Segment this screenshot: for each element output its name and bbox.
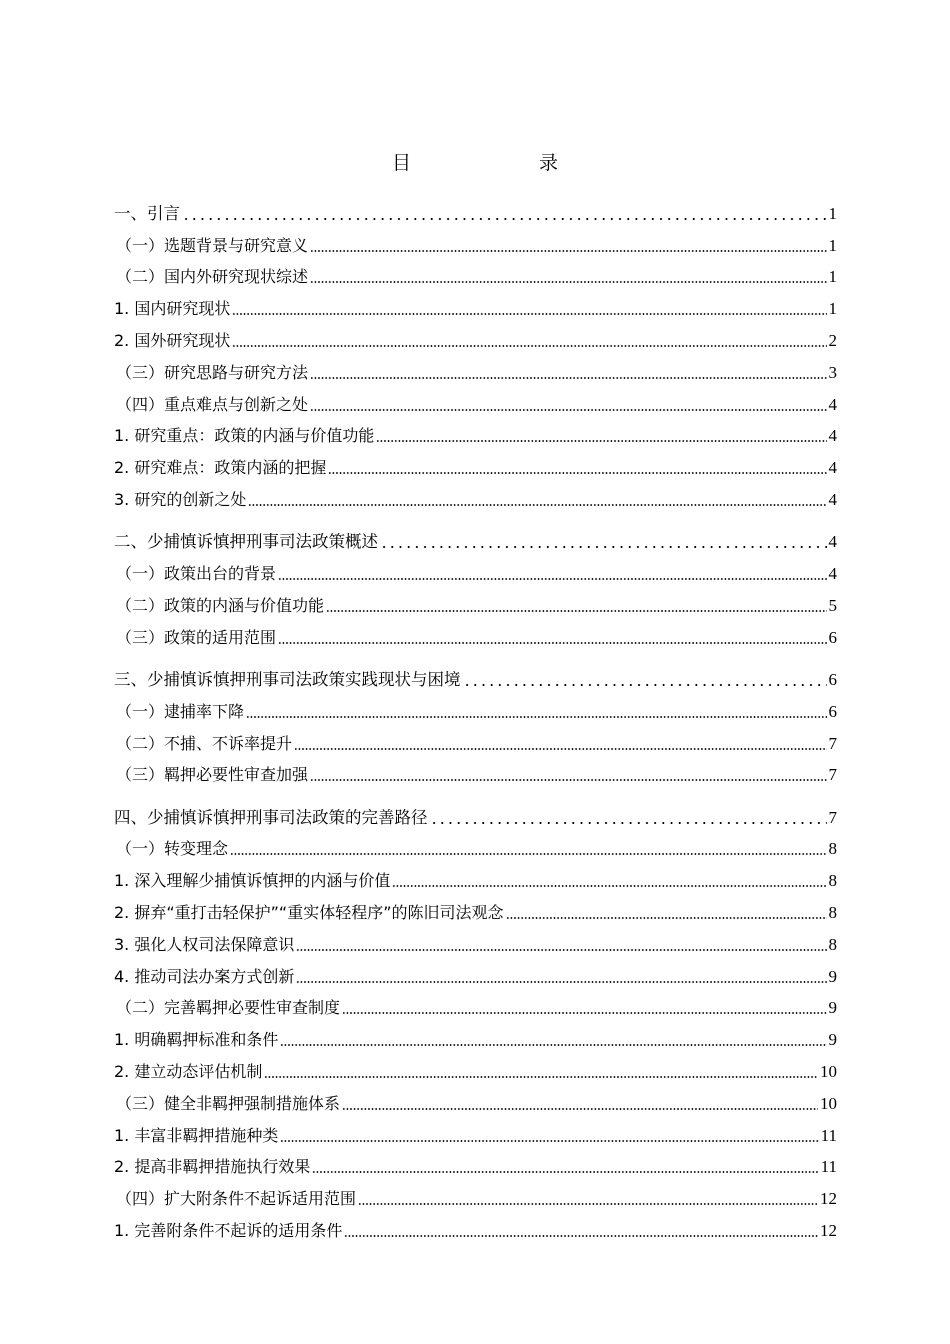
dot-leader — [342, 1012, 826, 1014]
toc-entry-page-number: 7 — [828, 807, 837, 827]
toc-entry-label: 2. 提高非羁押措施执行效果 — [114, 1157, 311, 1177]
toc-entry[interactable] — [114, 616, 837, 648]
toc-entry-page-number: 2 — [828, 330, 837, 350]
dot-leader — [296, 981, 826, 983]
toc-entry-page-number: 6 — [828, 669, 837, 689]
dot-leader — [232, 313, 826, 315]
toc-title: 目 录 — [391, 152, 588, 174]
dot-leader — [506, 917, 827, 919]
dot-leader — [310, 250, 826, 252]
toc-entry[interactable] — [114, 552, 837, 584]
toc-entry-label: 1. 深入理解少捕慎诉慎押的内涵与价值 — [114, 871, 391, 891]
toc-entry-label: 3. 研究的创新之处 — [114, 489, 247, 509]
toc-entry-label: （三）政策的适用范围 — [116, 627, 277, 647]
dot-leader — [264, 1076, 818, 1078]
toc-entry[interactable] — [114, 446, 837, 478]
toc-entry[interactable] — [114, 383, 837, 415]
toc-entry[interactable] — [114, 722, 837, 754]
dot-leader — [463, 684, 827, 686]
toc-entry-label: 2. 建立动态评估机制 — [114, 1062, 263, 1082]
toc-entry-page-number: 8 — [828, 871, 837, 891]
toc-entry[interactable] — [114, 923, 837, 955]
toc-entry-page-number: 10 — [820, 1093, 837, 1113]
toc-entry-label: 2. 研究难点：政策内涵的把握 — [114, 458, 327, 478]
dot-leader — [310, 779, 826, 781]
toc-entry-page-number: 12 — [820, 1221, 837, 1240]
toc-entry-label: 1. 明确羁押标准和条件 — [114, 1030, 279, 1050]
toc-entry-label: （三）羁押必要性审查加强 — [116, 765, 309, 785]
toc-entry-page-number: 1 — [828, 235, 837, 255]
toc-entry-label: 4. 推动司法办案方式创新 — [114, 966, 295, 986]
toc-entry-label: （三）研究思路与研究方法 — [116, 362, 309, 382]
toc-entry[interactable] — [114, 224, 837, 256]
toc-entry-page-number: 4 — [828, 426, 837, 446]
toc-entry-page-number: 5 — [828, 595, 837, 615]
dot-leader — [278, 642, 826, 644]
toc-entry[interactable] — [114, 584, 837, 616]
dot-leader — [310, 377, 826, 379]
toc-entry[interactable] — [114, 658, 837, 690]
dot-leader — [280, 1044, 826, 1046]
toc-entry[interactable] — [114, 319, 837, 351]
toc-entry-page-number: 11 — [820, 1125, 837, 1145]
toc-entry[interactable] — [114, 520, 837, 552]
dot-leader — [376, 440, 826, 442]
toc-entry-page-number: 8 — [828, 903, 837, 923]
toc-entry-label: 2. 国外研究现状 — [114, 330, 231, 350]
toc-entry-label: （一）逮捕率下降 — [116, 701, 245, 721]
toc-entry[interactable] — [114, 1209, 837, 1241]
dot-leader — [326, 610, 826, 612]
dot-leader — [182, 218, 827, 220]
dot-leader — [312, 1171, 818, 1173]
dot-leader — [296, 949, 826, 951]
dot-leader — [232, 345, 826, 347]
toc-entry-page-number: 7 — [828, 733, 837, 753]
toc-entry-label: （四）重点难点与创新之处 — [116, 394, 309, 414]
toc-entry[interactable] — [114, 1177, 837, 1209]
toc-entry[interactable] — [114, 828, 837, 860]
toc-entry[interactable] — [114, 859, 837, 891]
toc-entry-label: （二）国内外研究现状综述 — [116, 267, 309, 287]
dot-leader — [310, 281, 826, 283]
dot-leader — [246, 716, 826, 718]
dot-leader — [294, 748, 826, 750]
toc-entry-page-number: 1 — [828, 267, 837, 287]
toc-entry-label: （二）完善羁押必要性审查制度 — [116, 998, 341, 1018]
dot-leader — [230, 853, 826, 855]
toc-entry-label: 1. 完善附条件不起诉的适用条件 — [114, 1221, 343, 1240]
toc-entry-page-number: 7 — [828, 765, 837, 785]
dot-leader — [328, 472, 826, 474]
toc-entry[interactable] — [114, 796, 837, 828]
toc-entry[interactable] — [114, 754, 837, 786]
toc-entry-label: （一）选题背景与研究意义 — [116, 235, 309, 255]
toc-entry-page-number: 4 — [828, 489, 837, 509]
toc-entry[interactable] — [114, 192, 837, 224]
toc-entry[interactable] — [114, 1082, 837, 1114]
toc-entry-page-number: 6 — [828, 627, 837, 647]
toc-entry-page-number: 4 — [828, 394, 837, 414]
dot-leader — [358, 1203, 818, 1205]
toc-entry[interactable] — [114, 1146, 837, 1178]
toc-entry[interactable] — [114, 987, 837, 1019]
dot-leader — [310, 409, 826, 411]
toc-entry-label: （二）政策的内涵与价值功能 — [116, 595, 325, 615]
toc-entry-label: 四、少捕慎诉慎押刑事司法政策的完善路径 — [114, 807, 428, 827]
toc-entry-page-number: 8 — [828, 934, 837, 954]
dot-leader — [380, 546, 827, 548]
dot-leader — [280, 1140, 818, 1142]
toc-entry-label: 一、引言 — [114, 203, 180, 223]
toc-entry-page-number: 4 — [828, 564, 837, 584]
toc-entry-page-number: 8 — [828, 839, 837, 859]
toc-entry[interactable] — [114, 690, 837, 722]
toc-entry-label: （四）扩大附条件不起诉适用范围 — [116, 1189, 357, 1209]
table-of-contents — [114, 192, 837, 1241]
toc-entry-page-number: 9 — [828, 998, 837, 1018]
toc-entry-page-number: 1 — [828, 203, 837, 223]
toc-entry-label: （三）健全非羁押强制措施体系 — [116, 1093, 341, 1113]
dot-leader — [342, 1108, 818, 1110]
toc-entry[interactable] — [114, 1018, 837, 1050]
toc-entry-page-number: 4 — [828, 458, 837, 478]
toc-entry-page-number: 10 — [820, 1062, 837, 1082]
toc-entry-label: （一）政策出台的背景 — [116, 564, 277, 584]
toc-entry-label: 2. 摒弃“重打击轻保护”“重实体轻程序”的陈旧司法观念 — [114, 903, 504, 923]
dot-leader — [344, 1235, 818, 1237]
toc-entry-label: （二）不捕、不诉率提升 — [116, 733, 293, 753]
toc-entry-page-number: 3 — [828, 362, 837, 382]
dot-leader — [248, 504, 826, 506]
toc-entry-page-number: 11 — [820, 1157, 837, 1177]
toc-entry-label: 二、少捕慎诉慎押刑事司法政策概述 — [114, 532, 378, 552]
toc-entry-page-number: 4 — [828, 532, 837, 552]
toc-entry-page-number: 9 — [828, 1030, 837, 1050]
dot-leader — [392, 885, 826, 887]
toc-entry[interactable] — [114, 1050, 837, 1082]
toc-entry-label: 1. 丰富非羁押措施种类 — [114, 1125, 279, 1145]
toc-entry-page-number: 9 — [828, 966, 837, 986]
toc-entry[interactable] — [114, 256, 837, 288]
toc-entry-label: 三、少捕慎诉慎押刑事司法政策实践现状与困境 — [114, 669, 461, 689]
toc-entry[interactable] — [114, 955, 837, 987]
toc-entry[interactable] — [114, 478, 837, 510]
dot-leader — [278, 578, 826, 580]
toc-entry[interactable] — [114, 351, 837, 383]
dot-leader — [430, 822, 827, 824]
toc-entry[interactable] — [114, 1114, 837, 1146]
toc-entry-page-number: 12 — [820, 1189, 837, 1209]
toc-entry-page-number: 1 — [828, 299, 837, 319]
toc-entry-label: 1. 研究重点：政策的内涵与价值功能 — [114, 426, 375, 446]
toc-entry-page-number: 6 — [828, 701, 837, 721]
toc-entry[interactable] — [114, 415, 837, 447]
toc-entry[interactable] — [114, 287, 837, 319]
toc-entry[interactable] — [114, 891, 837, 923]
toc-entry-label: 3. 强化人权司法保障意识 — [114, 934, 295, 954]
toc-entry-label: 1. 国内研究现状 — [114, 299, 231, 319]
toc-entry-label: （一）转变理念 — [116, 839, 229, 859]
